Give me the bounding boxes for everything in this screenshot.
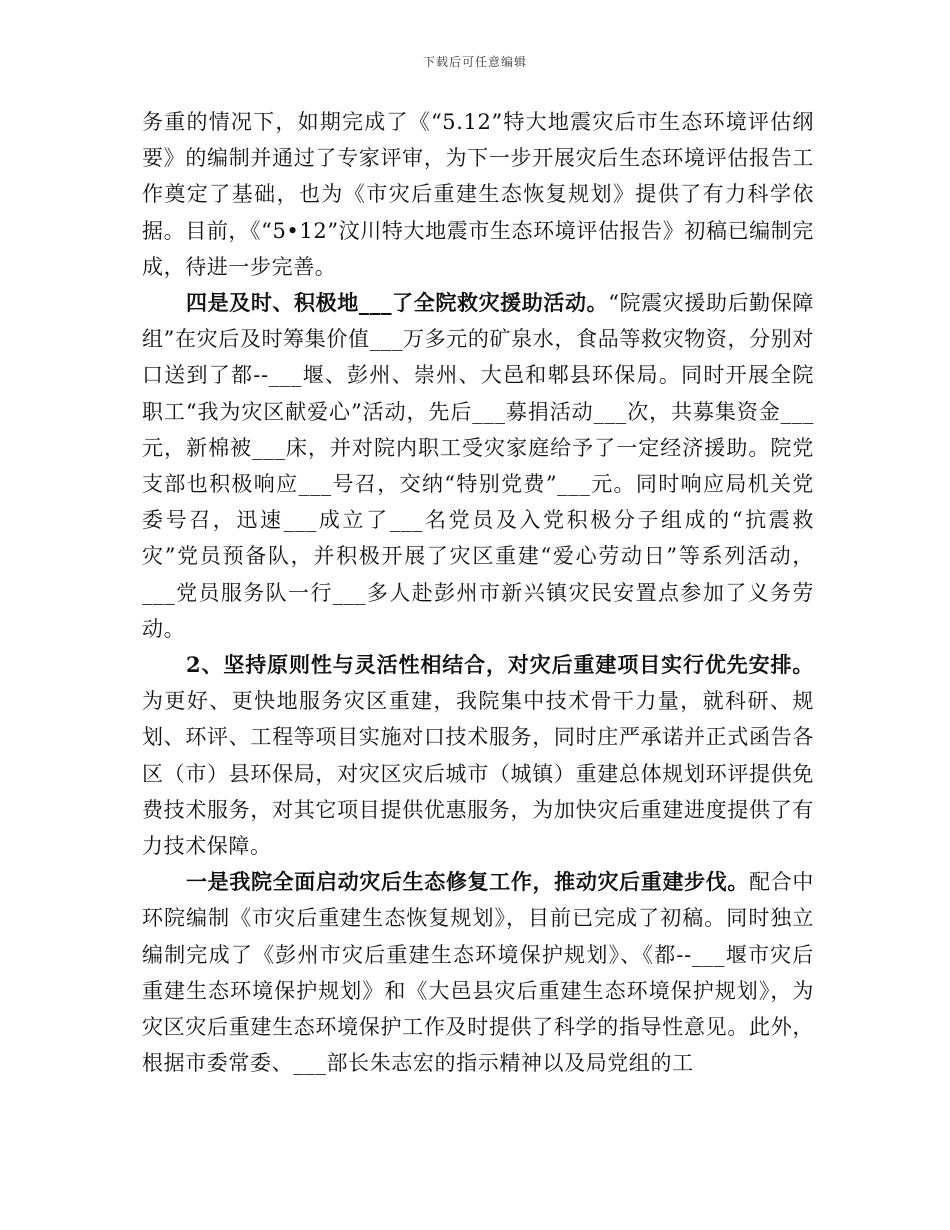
page-header: 下载后可任意编辑 [422, 55, 527, 69]
paragraph-text: 配合中环院编制《市灾后重建生态恢复规划》，目前已完成了初稿。同时独立编制完成了《彭州市灾后重建生态环境保护规划》、《都--___堰市灾后重建生态环境保护规划》和《大邑县灾后重建生态环境保护规划》，为灾区灾后重建生态环境保护工作及时提供了科学的指导性意见。此外，根据市委常委、___部长朱志宏的指示精神以及局党组的工 [142, 870, 814, 1076]
paragraph-heading: 一是我院全面启动灾后生态修复工作，推动灾后重建步伐。 [186, 869, 750, 895]
paragraph-text: 务重的情况下，如期完成了《“5.12”特大地震灾后市生态环境评估纲要》的编制并通过了专家评审，为下一步开展灾后生态环境评估报告工作奠定了基础，也为《市灾后重建生态恢复规划》提供了有力科学依据。目前，《“5•12”汶川特大地震市生态环境评估报告》初稿已编制完成，待进一步完善。 [142, 110, 814, 279]
paragraph-text: 为更好、更快地服务灾区重建，我院集中技术骨干力量，就科研、规划、环评、工程等项目实施对口技术服务，同时庄严承诺并正式函告各区（市）县环保局，对灾区灾后城市（城镇）重建总体规划环评提供免费技术服务，对其它项目提供优惠服务，为加快灾后重建进度提供了有力技术保障。 [142, 689, 814, 859]
document-body [142, 104, 814, 1081]
paragraph-heading: 四是及时、积极地___了全院救灾援助活动。 [186, 290, 609, 316]
paragraph-relief-activities [142, 285, 814, 647]
paragraph-continuation [142, 104, 814, 285]
section-heading: 2、坚持原则性与灵活性相结合，对灾后重建项目实行优先安排。 [186, 652, 814, 678]
paragraph-section-2 [142, 647, 814, 864]
paragraph-ecological-restoration [142, 864, 814, 1081]
paragraph-text: “院震灾援助后勤保障组”在灾后及时筹集价值___万多元的矿泉水，食品等救灾物资，分别对口送到了都--___堰、彭州、崇州、大邑和郫县环保局。同时开展全院职工“我为灾区献爱心”活动，先后___募捐活动___次，共募集资金___元，新棉被___床，并对院内职工受灾家庭给予了一定经济援助。院党支部也积极响应___号召，交纳“特别党费”___元。同时响应局机关党委号召，迅速___成立了___名党员及入党积极分子组成的“抗震救灾”党员预备队，并积极开展了灾区重建“爱心劳动日”等系列活动，___党员服务队一行___多人赴彭州市新兴镇灾民安置点参加了义务劳动。 [142, 291, 814, 641]
